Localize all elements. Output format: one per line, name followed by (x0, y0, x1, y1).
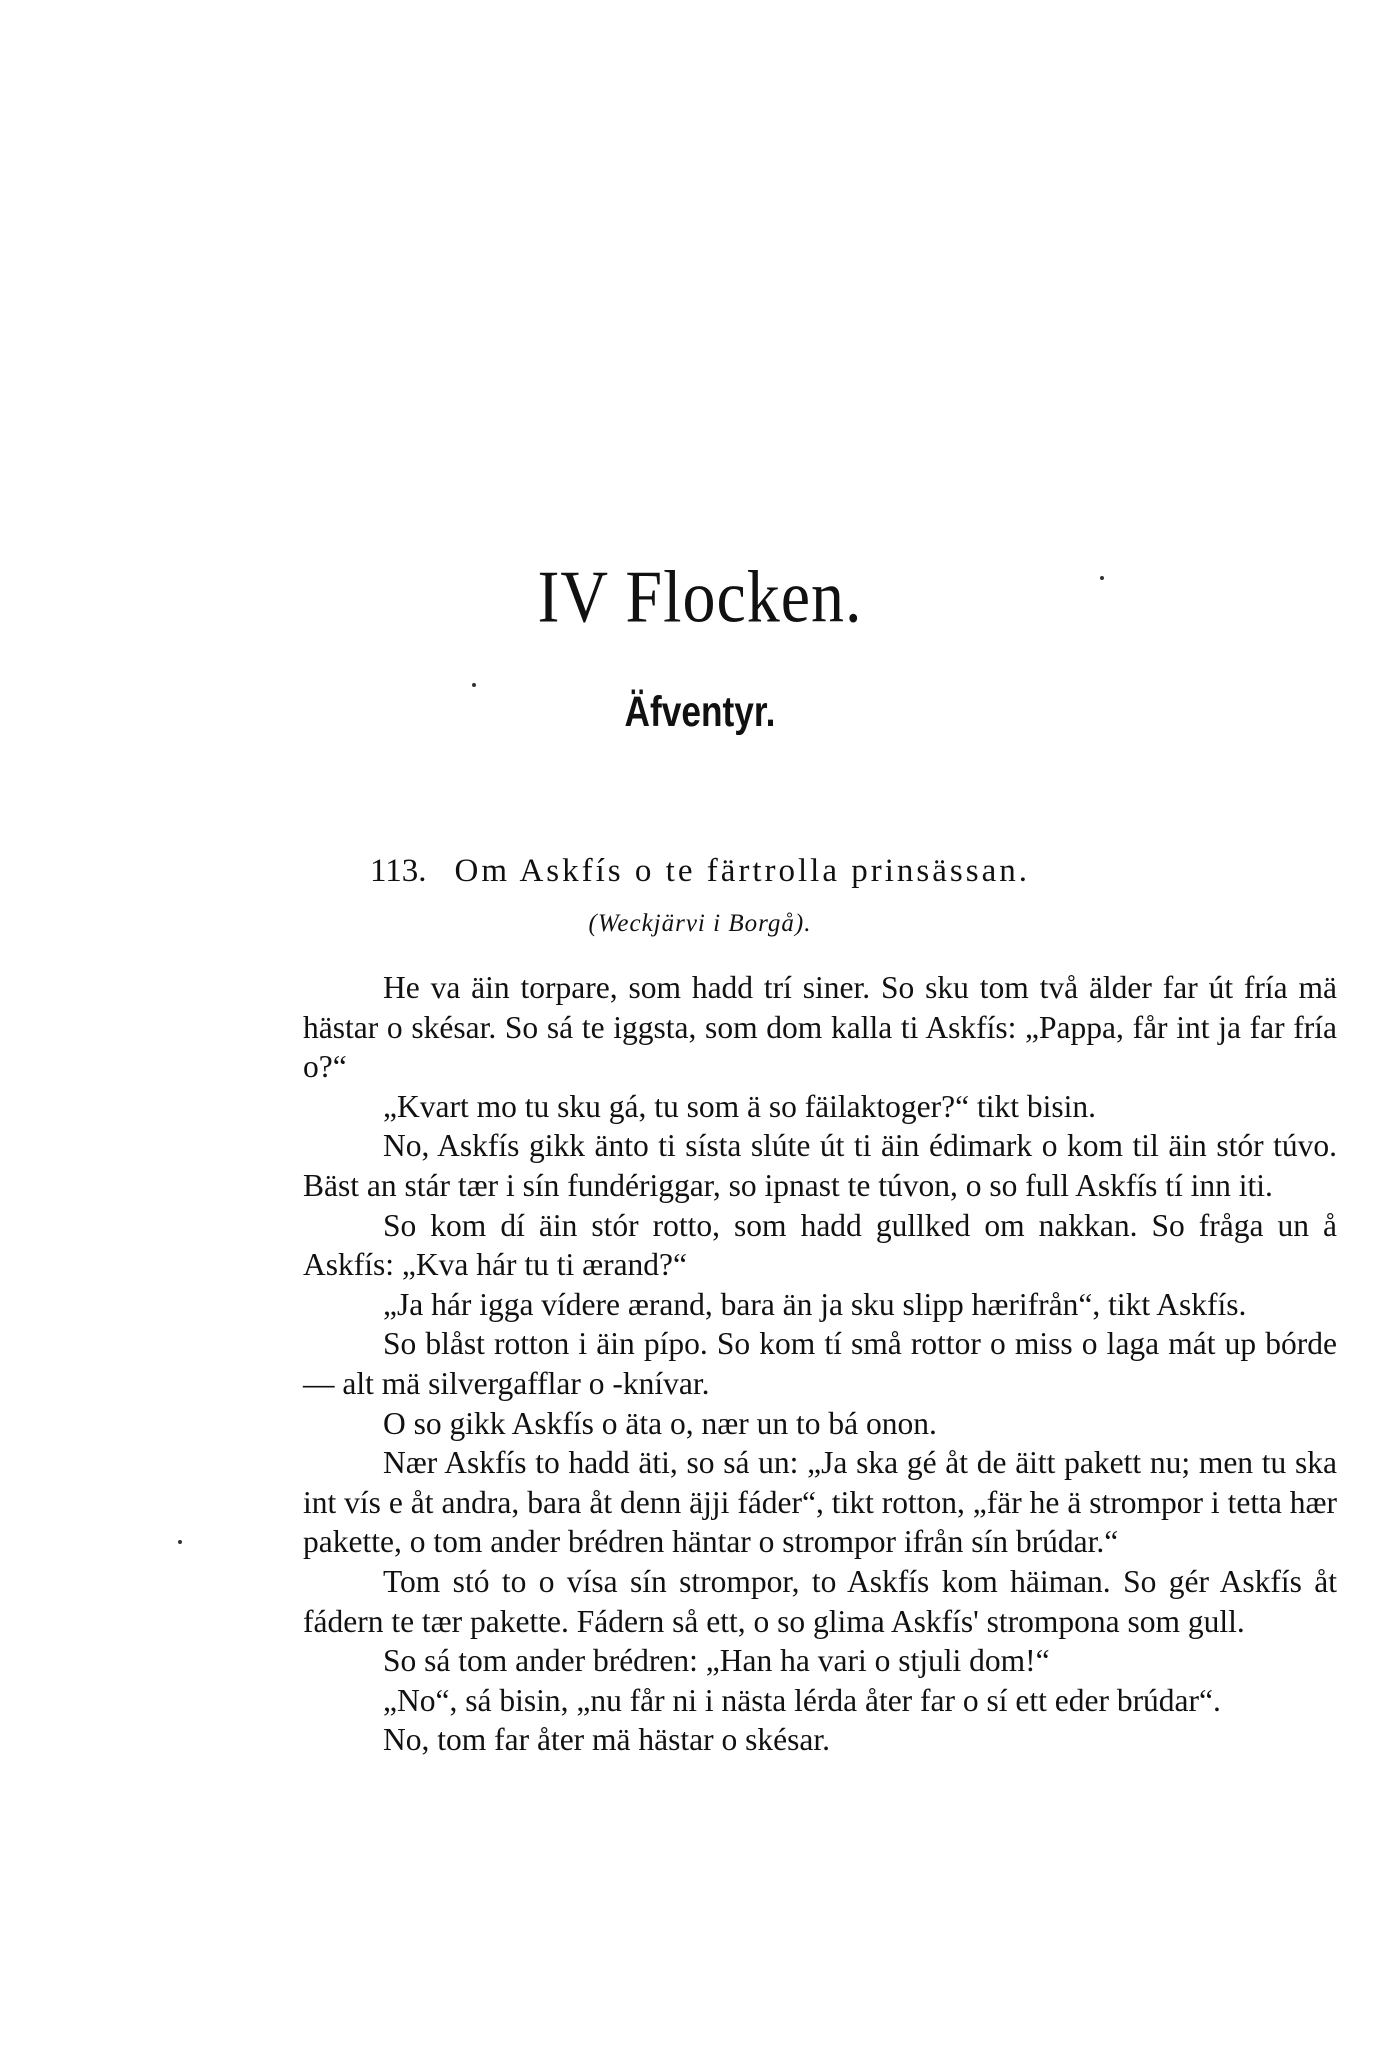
paragraph: So sá tom ander brédren: „Han ha vari o stjuli dom!“ (383, 1643, 1050, 1679)
story-number: 113. (370, 853, 427, 889)
paragraph: No, tom far åter mä hästar o skésar. (383, 1722, 830, 1758)
story-body (303, 968, 1337, 1760)
paragraph: So blåst rotton i äin pípo. So kom tí små rottor o miss o laga mát up bórde — alt mä silvergafflar o -knívar. (303, 1326, 1337, 1401)
paragraph: „No“, sá bisin, „nu får ni i nästa lérda åter far o sí ett eder brúdar“. (383, 1682, 1221, 1718)
paragraph: O so gikk Askfís o äta o, nær un to bá onon. (383, 1405, 937, 1441)
paragraph: Nær Askfís to hadd äti, so sá un: „Ja ska gé åt de äitt pakett nu; men tu ska int vís e åt andra, bara åt denn äjji fáder“, tikt rotton, „fär he ä strompor i tetta hær pakette, o tom ander brédren häntar o strompor ifrån sín brúdar.“ (303, 1445, 1337, 1560)
story-title: Om Askfís o te färtrolla prinsässan. (454, 853, 1030, 889)
story-heading (0, 853, 1400, 890)
paragraph: He va äin torpare, som hadd trí siner. So sku tom två älder far út fría mä hästar o skésar. So sá te iggsta, som dom kalla ti Askfís: „Pappa, får int ja far fría o?“ (303, 970, 1337, 1085)
paragraph: So kom dí äin stór rotto, som hadd gullked om nakkan. So fråga un å Askfís: „Kva hár tu ti ærand?“ (303, 1207, 1337, 1283)
paragraph: No, Askfís gikk änto ti sísta slúte út ti äin édimark o kom til äin stór túvo. Bäst an stár tær i sín fundériggar, so ipnast te túvon, o so full Askfís tí inn iti. (303, 1128, 1337, 1203)
genre-heading: Äfventyr. (624, 688, 776, 736)
paragraph: „Kvart mo tu sku gá, tu som ä so fäilaktoger?“ tikt bisin. (383, 1088, 1096, 1124)
chapter-title: IV Flocken. (537, 556, 863, 639)
story-source: (Weckjärvi i Borgå). (588, 910, 812, 937)
print-speck (472, 683, 476, 687)
paragraph: „Ja hár igga vídere ærand, bara än ja sku slipp hærifrån“, tikt Askfís. (383, 1286, 1247, 1322)
print-speck (1100, 576, 1104, 580)
paragraph: Tom stó to o vísa sín strompor, to Askfís kom häiman. So gér Askfís åt fádern te tær pakette. Fádern så ett, o so glima Askfís' strompona som gull. (303, 1563, 1337, 1639)
print-speck (178, 1540, 182, 1544)
